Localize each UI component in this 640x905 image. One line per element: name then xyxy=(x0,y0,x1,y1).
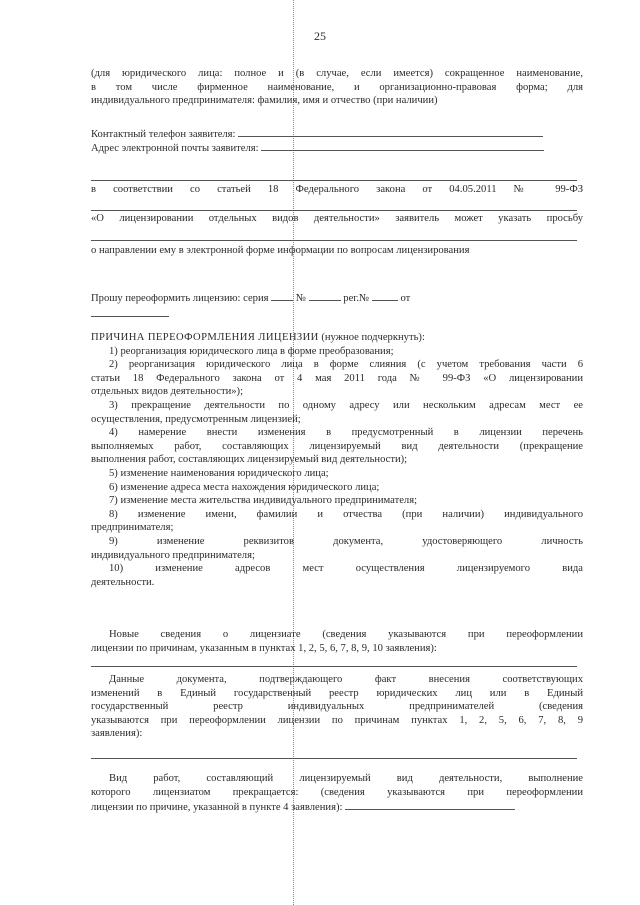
note-line: о направлении ему в электронной форме информации по вопросам лицензирования xyxy=(91,245,470,256)
request-text: Прошу переоформить лицензию: серия xyxy=(91,293,269,304)
contact-phone-label: Контактный телефон заявителя: xyxy=(91,129,236,140)
electronic-info-note xyxy=(91,244,583,258)
reason-line: выполняемых работ, составляющих лицензируемый вид деятельности (прекращение xyxy=(91,440,583,452)
reason-item[interactable] xyxy=(91,345,583,359)
reasons-heading-row xyxy=(91,331,583,345)
intro-line: (для юридического лица: полное и (в случае, если имеется) сокращенное наименование, xyxy=(91,68,583,79)
reason-item[interactable] xyxy=(91,481,583,495)
work-type-field[interactable] xyxy=(345,799,515,810)
reason-item[interactable] xyxy=(91,426,583,467)
email-label: Адрес электронной почты заявителя: xyxy=(91,143,259,154)
request-reg-label: рег.№ xyxy=(343,293,370,304)
blank-line[interactable] xyxy=(91,240,577,241)
reason-item[interactable] xyxy=(91,358,583,399)
reason-line: статьи 18 Федерального закона от 4 мая 2011 года № 99-ФЗ «О лицензировании xyxy=(91,372,583,384)
reason-item[interactable] xyxy=(91,494,583,508)
doc-info-line: указываются при переоформлении лицензии по причинам пунктах 1, 2, 5, 6, 7, 8, 9 xyxy=(91,714,583,726)
reason-line: 4) намерение внести изменения в предусмотренный в лицензии перечень xyxy=(109,427,583,439)
work-type-line: Вид работ, составляющий лицензируемый вид деятельности, выполнение xyxy=(109,773,583,784)
request-from-label: от xyxy=(400,293,411,304)
contact-phone-field[interactable] xyxy=(238,126,543,137)
reason-line: 5) изменение наименования юридического лица; xyxy=(109,467,329,479)
new-info-line: лицензии по причинам, указанным в пунктах 1, 2, 5, 6, 7, 8, 9, 10 заявления): xyxy=(91,642,437,654)
blank-line[interactable] xyxy=(91,180,577,181)
doc-info-line: изменений в Единый государственный реестр юридических лиц или в Единый xyxy=(91,687,583,699)
reason-line: деятельности. xyxy=(91,576,155,588)
work-type-last-row xyxy=(91,799,583,815)
reason-item[interactable] xyxy=(91,535,583,562)
note-line: «О лицензировании отдельных видов деятельности» заявитель может указать просьбу xyxy=(91,213,583,224)
intro-line: индивидуального предпринимателя: фамилия, имя и отчество (при наличии) xyxy=(91,95,438,107)
doc-info-line: государственный реестр индивидуальных предпринимателей (сведения xyxy=(91,701,583,713)
reason-line: 3) прекращение деятельности по одному адресу или нескольким адресам мест ее xyxy=(109,399,583,411)
reason-line: 2) реорганизация юридического лица в форме слияния (с учетом требования части 6 xyxy=(109,359,583,371)
reason-item[interactable] xyxy=(91,508,583,535)
reason-item[interactable] xyxy=(91,467,583,481)
terminated-work-info xyxy=(91,772,583,815)
doc-info-line: заявления): xyxy=(91,728,143,740)
reissue-request-row xyxy=(91,290,583,306)
blank-line[interactable] xyxy=(91,210,577,211)
reason-line: 7) изменение места жительства индивидуального предпринимателя; xyxy=(109,495,418,507)
work-type-line: лицензии по причине, указанной в пункте 4 заявления): xyxy=(91,802,343,814)
number-field[interactable] xyxy=(309,290,341,301)
request-number-sign: № xyxy=(295,293,306,304)
reason-line: 1) реорганизация юридического лица в форме преобразования; xyxy=(109,345,394,357)
email-row xyxy=(91,140,583,156)
reason-item[interactable] xyxy=(91,399,583,426)
reason-line: отдельных видов деятельности»); xyxy=(91,386,244,398)
reasons-section xyxy=(91,331,583,589)
new-info-field[interactable] xyxy=(91,666,577,667)
new-licensee-info xyxy=(91,628,583,655)
work-type-line: которого лицензиатом прекращается: (сведения указываются при переоформлении xyxy=(91,786,583,798)
new-info-line: Новые сведения о лицензиате (сведения указываются при переоформлении xyxy=(109,629,583,640)
reg-number-field[interactable] xyxy=(372,290,398,301)
reason-line: выполнения работ, составляющих лицензируемый вид деятельности); xyxy=(91,454,408,466)
reasons-heading: ПРИЧИНА ПЕРЕОФОРМЛЕНИЯ ЛИЦЕНЗИИ xyxy=(91,332,319,343)
document-info xyxy=(91,673,583,741)
doc-info-line: Данные документа, подтверждающего факт внесения соответствующих xyxy=(109,674,583,685)
reasons-heading-note: (нужное подчеркнуть): xyxy=(321,332,425,343)
intro-line: в том числе фирменное наименование, и организационно-правовая форма; для xyxy=(91,81,583,93)
reason-line: 6) изменение адреса места нахождения юридического лица; xyxy=(109,481,380,493)
page-number: 25 xyxy=(314,29,326,43)
reason-line: предпринимателя; xyxy=(91,522,174,534)
reason-line: индивидуального предпринимателя; xyxy=(91,549,255,561)
reason-line: осуществления, предусмотренным лицензией; xyxy=(91,413,301,425)
reason-line: 8) изменение имени, фамилии и отчества (при наличии) индивидуального xyxy=(109,508,583,520)
electronic-info-note xyxy=(91,212,583,226)
note-line: в соответствии со статьей 18 Федерального закона от 04.05.2011 № 99-ФЗ xyxy=(91,184,583,195)
reason-line: 10) изменение адресов мест осуществления лицензируемого вида xyxy=(109,563,583,575)
electronic-info-note xyxy=(91,183,583,197)
date-field[interactable] xyxy=(91,316,169,317)
reason-item[interactable] xyxy=(91,562,583,589)
reason-line: 9) изменение реквизитов документа, удостоверяющего личность xyxy=(109,535,583,547)
document-info-field[interactable] xyxy=(91,758,577,759)
applicant-name-note xyxy=(91,67,583,108)
email-field[interactable] xyxy=(261,140,544,151)
series-field[interactable] xyxy=(271,290,293,301)
